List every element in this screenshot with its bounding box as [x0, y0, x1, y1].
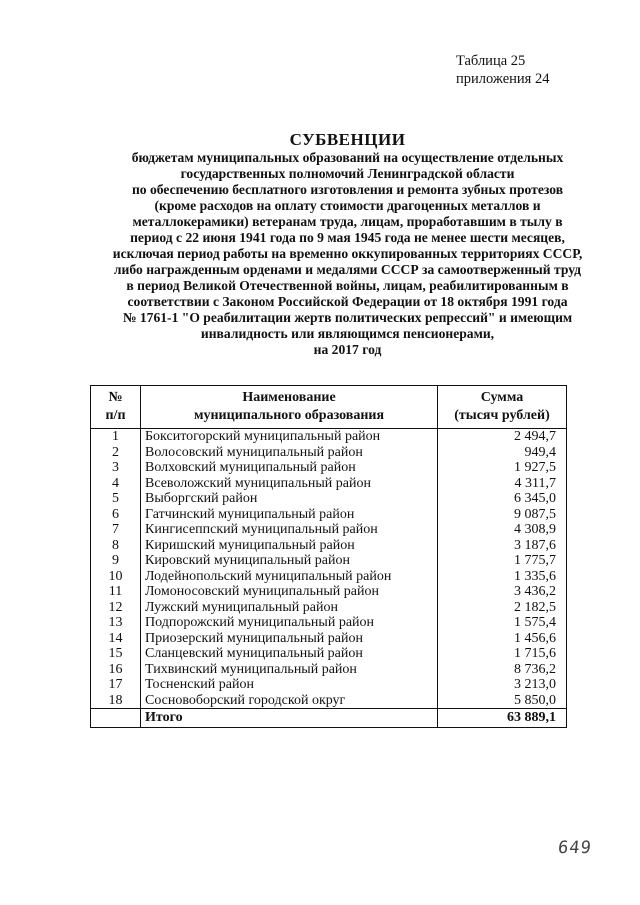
- row-number: 16: [91, 662, 141, 678]
- heading-line: в период Великой Отечественной войны, лицам, реабилитированным в: [126, 278, 569, 293]
- row-amount: 3 187,6: [438, 538, 567, 554]
- row-number: 15: [91, 646, 141, 662]
- row-number: 17: [91, 677, 141, 693]
- table-row: [91, 553, 567, 569]
- heading-line: государственных полномочий Ленинградской области: [180, 166, 515, 181]
- header-amount-line2: (тысяч рублей): [454, 408, 550, 423]
- heading-line: исключая период работы на временно оккупированных территориях СССР,: [112, 246, 583, 261]
- row-municipality: Ломоносовский муниципальный район: [141, 584, 438, 600]
- row-number: 9: [91, 553, 141, 569]
- table-row: [91, 615, 567, 631]
- heading-line: металлокерамики) ветеранам труда, лицам, проработавшим в тылу в: [132, 214, 563, 229]
- table-row: [91, 429, 567, 445]
- row-amount: 6 345,0: [438, 491, 567, 507]
- row-amount: 1 335,6: [438, 569, 567, 585]
- row-municipality: Приозерский муниципальный район: [141, 631, 438, 647]
- row-amount: 1 775,7: [438, 553, 567, 569]
- row-municipality: Лодейнопольский муниципальный район: [141, 569, 438, 585]
- total-label: Итого: [141, 709, 438, 728]
- row-municipality: Гатчинский муниципальный район: [141, 507, 438, 523]
- subvention-table: [90, 385, 567, 728]
- row-municipality: Тосненский район: [141, 677, 438, 693]
- table-row: [91, 445, 567, 461]
- table-number: Таблица 25: [456, 53, 526, 69]
- row-number: 14: [91, 631, 141, 647]
- row-municipality: Киришский муниципальный район: [141, 538, 438, 554]
- row-municipality: Лужский муниципальный район: [141, 600, 438, 616]
- row-amount: 949,4: [438, 445, 567, 461]
- page-number: 649: [556, 838, 593, 858]
- table-row: [91, 460, 567, 476]
- table-row: [91, 476, 567, 492]
- row-amount: 2 182,5: [438, 600, 567, 616]
- row-number: 5: [91, 491, 141, 507]
- row-number: 8: [91, 538, 141, 554]
- row-number: 10: [91, 569, 141, 585]
- table-row: [91, 631, 567, 647]
- row-number: 2: [91, 445, 141, 461]
- total-amount: 63 889,1: [438, 709, 567, 728]
- row-amount: 4 308,9: [438, 522, 567, 538]
- heading-line: (кроме расходов на оплату стоимости драгоценных металлов и: [154, 198, 541, 213]
- header-number: [91, 386, 141, 429]
- table-row: [91, 491, 567, 507]
- row-number: 11: [91, 584, 141, 600]
- row-municipality: Тихвинский муниципальный район: [141, 662, 438, 678]
- table-row: [91, 600, 567, 616]
- table-header-row: [91, 386, 567, 429]
- table-row: [91, 677, 567, 693]
- row-municipality: Бокситогорский муниципальный район: [141, 429, 438, 445]
- heading-line: по обеспечению бесплатного изготовления и ремонта зубных протезов: [131, 182, 564, 197]
- row-amount: 9 087,5: [438, 507, 567, 523]
- row-municipality: Выборгский район: [141, 491, 438, 507]
- table-row: [91, 569, 567, 585]
- header-amount: [438, 386, 567, 429]
- row-amount: 1 456,6: [438, 631, 567, 647]
- table-row: [91, 693, 567, 709]
- row-municipality: Кингисеппский муниципальный район: [141, 522, 438, 538]
- table-row: [91, 507, 567, 523]
- heading-line: период с 22 июня 1941 года по 9 мая 1945 года не менее шести месяцев,: [130, 230, 565, 245]
- table-row: [91, 662, 567, 678]
- total-row: [91, 709, 567, 728]
- row-municipality: Всеволожский муниципальный район: [141, 476, 438, 492]
- document-heading: [60, 130, 635, 358]
- heading-line: либо награжденным орденами и медалями СССР за самоотверженный труд: [113, 262, 582, 277]
- row-amount: 3 436,2: [438, 584, 567, 600]
- row-municipality: Кировский муниципальный район: [141, 553, 438, 569]
- table-row: [91, 646, 567, 662]
- row-amount: 8 736,2: [438, 662, 567, 678]
- row-amount: 1 927,5: [438, 460, 567, 476]
- row-amount: 3 213,0: [438, 677, 567, 693]
- row-number: 18: [91, 693, 141, 709]
- page-title: СУБВЕНЦИИ: [289, 130, 406, 149]
- header-amount-line1: Сумма: [480, 390, 524, 405]
- table-row: [91, 584, 567, 600]
- total-number-cell: [91, 709, 141, 728]
- table-reference: [456, 52, 549, 88]
- row-municipality: Сланцевский муниципальный район: [141, 646, 438, 662]
- header-number-line1: №: [108, 390, 123, 405]
- row-number: 4: [91, 476, 141, 492]
- row-number: 7: [91, 522, 141, 538]
- header-number-line2: п/п: [105, 408, 126, 423]
- row-number: 1: [91, 429, 141, 445]
- row-number: 12: [91, 600, 141, 616]
- table-row: [91, 522, 567, 538]
- appendix-number: приложения 24: [456, 71, 550, 87]
- row-number: 6: [91, 507, 141, 523]
- row-amount: 5 850,0: [438, 693, 567, 709]
- heading-line: № 1761-1 "О реабилитации жертв политических репрессий" и имеющим: [122, 310, 573, 325]
- header-name-line2: муниципального образования: [193, 408, 385, 423]
- header-name-line1: Наименование: [242, 390, 336, 405]
- row-municipality: Волосовский муниципальный район: [141, 445, 438, 461]
- row-number: 3: [91, 460, 141, 476]
- heading-line: бюджетам муниципальных образований на осуществление отдельных: [131, 150, 564, 165]
- heading-line: инвалидность или являющимся пенсионерами,: [200, 326, 495, 341]
- row-municipality: Сосновоборский городской округ: [141, 693, 438, 709]
- row-municipality: Волховский муниципальный район: [141, 460, 438, 476]
- heading-line: на 2017 год: [313, 342, 382, 357]
- header-name: [141, 386, 438, 429]
- row-amount: 2 494,7: [438, 429, 567, 445]
- row-amount: 4 311,7: [438, 476, 567, 492]
- row-amount: 1 575,4: [438, 615, 567, 631]
- row-amount: 1 715,6: [438, 646, 567, 662]
- heading-line: соответствии с Законом Российской Федерации от 18 октября 1991 года: [127, 294, 568, 309]
- table-row: [91, 538, 567, 554]
- row-number: 13: [91, 615, 141, 631]
- row-municipality: Подпорожский муниципальный район: [141, 615, 438, 631]
